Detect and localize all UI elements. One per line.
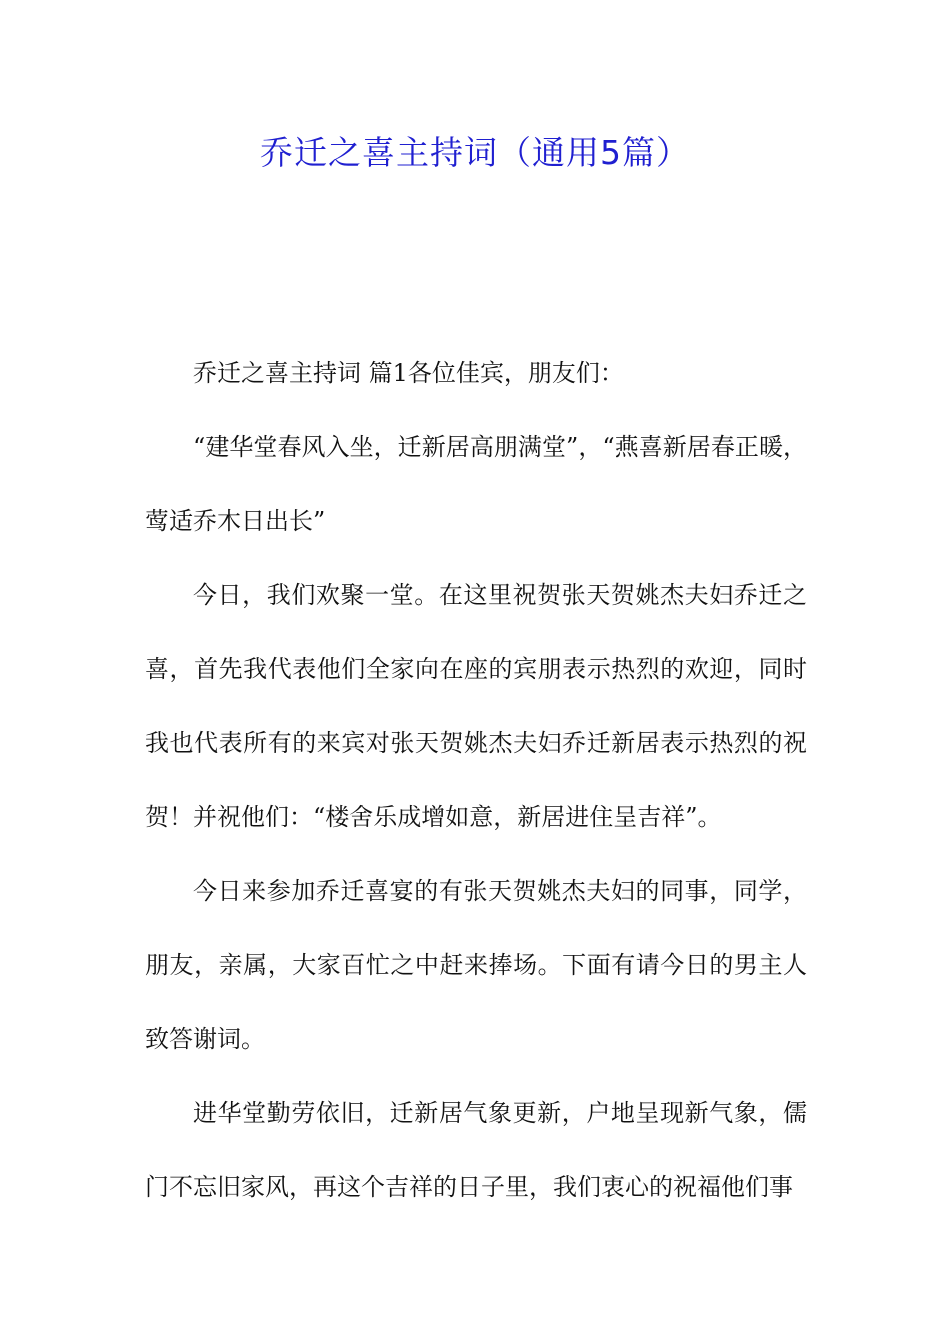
- paragraph-3: 今日，我们欢聚一堂。在这里祝贺张天贺姚杰夫妇乔迁之喜，首先我代表他们全家向在座的宾朋表示热烈的欢迎，同时我也代表所有的来宾对张天贺姚杰夫妇乔迁新居表示热烈的祝贺！并祝他们：“楼舍乐成增如意，新居进住呈吉祥”。: [145, 581, 807, 831]
- paragraph-4: 今日来参加乔迁喜宴的有张天贺姚杰夫妇的同事，同学，朋友，亲属，大家百忙之中赶来捧场。下面有请今日的男主人致答谢词。: [145, 877, 807, 1053]
- paragraph-1: 乔迁之喜主持词 篇1各位佳宾，朋友们：: [193, 359, 624, 387]
- document-title: 乔迁之喜主持词（通用5篇）: [260, 133, 690, 172]
- paragraph-2: “建华堂春风入坐，迁新居高朋满堂”，“燕喜新居春正暖，莺适乔木日出长”: [145, 433, 807, 535]
- document-body: [145, 336, 807, 1224]
- paragraph-5: 进华堂勤劳依旧，迁新居气象更新，户地呈现新气象，儒门不忘旧家风，再这个吉祥的日子里，我们衷心的祝福他们事: [145, 1099, 807, 1201]
